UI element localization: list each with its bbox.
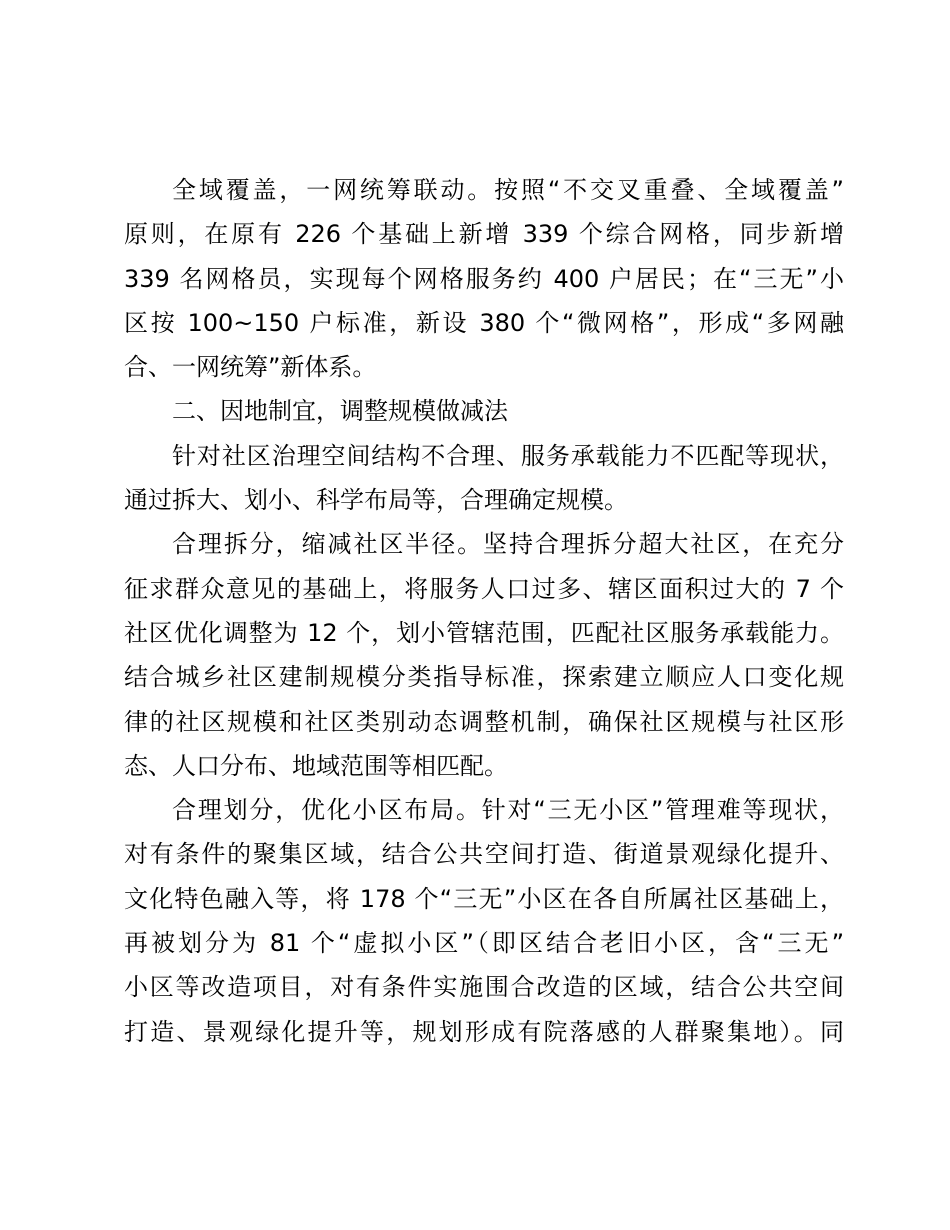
text-line: 律的社区规模和社区类别动态调整机制，确保社区规模与社区形 xyxy=(124,707,844,736)
text-line: 合理划分，优化小区布局。针对“三无小区”管理难等现状， xyxy=(172,796,844,825)
text-line: 打造、景观绿化提升等，规划形成有院落感的人群聚集地）。同 xyxy=(124,1017,844,1046)
text-line: 文化特色融入等，将 178 个“三无”小区在各自所属社区基础上， xyxy=(124,884,844,913)
text-line: 原则，在原有 226 个基础上新增 339 个综合网格，同步新增 xyxy=(124,220,844,249)
text-line: 针对社区治理空间结构不合理、服务承载能力不匹配等现状， xyxy=(172,441,844,470)
text-line: 再被划分为 81 个“虚拟小区”（即区结合老旧小区，含“三无” xyxy=(124,929,844,958)
text-line: 通过拆大、划小、科学布局等，合理确定规模。 xyxy=(124,486,628,515)
text-line: 对有条件的聚集区域，结合公共空间打造、街道景观绿化提升、 xyxy=(124,840,844,869)
text-line: 合、一网统筹”新体系。 xyxy=(124,353,377,382)
text-line: 态、人口分布、地域范围等相匹配。 xyxy=(124,751,508,780)
text-line: 社区优化调整为 12 个，划小管辖范围，匹配社区服务承载能力。 xyxy=(124,618,844,647)
text-line: 二、因地制宜，调整规模做减法 xyxy=(172,397,508,426)
text-line: 区按 100~150 户标准，新设 380 个“微网格”，形成“多网融 xyxy=(124,308,844,337)
text-line: 339 名网格员，实现每个网格服务约 400 户居民；在“三无”小 xyxy=(124,264,844,293)
document-body xyxy=(124,168,844,1054)
text-line: 征求群众意见的基础上，将服务人口过多、辖区面积过大的 7 个 xyxy=(124,574,844,603)
text-line: 全域覆盖，一网统筹联动。按照“不交叉重叠、全域覆盖” xyxy=(172,176,844,204)
text-line: 结合城乡社区建制规模分类指导标准，探索建立顺应人口变化规 xyxy=(124,663,844,692)
text-line: 合理拆分，缩减社区半径。坚持合理拆分超大社区，在充分 xyxy=(172,530,844,559)
text-line: 小区等改造项目，对有条件实施围合改造的区域，结合公共空间 xyxy=(124,973,844,1002)
